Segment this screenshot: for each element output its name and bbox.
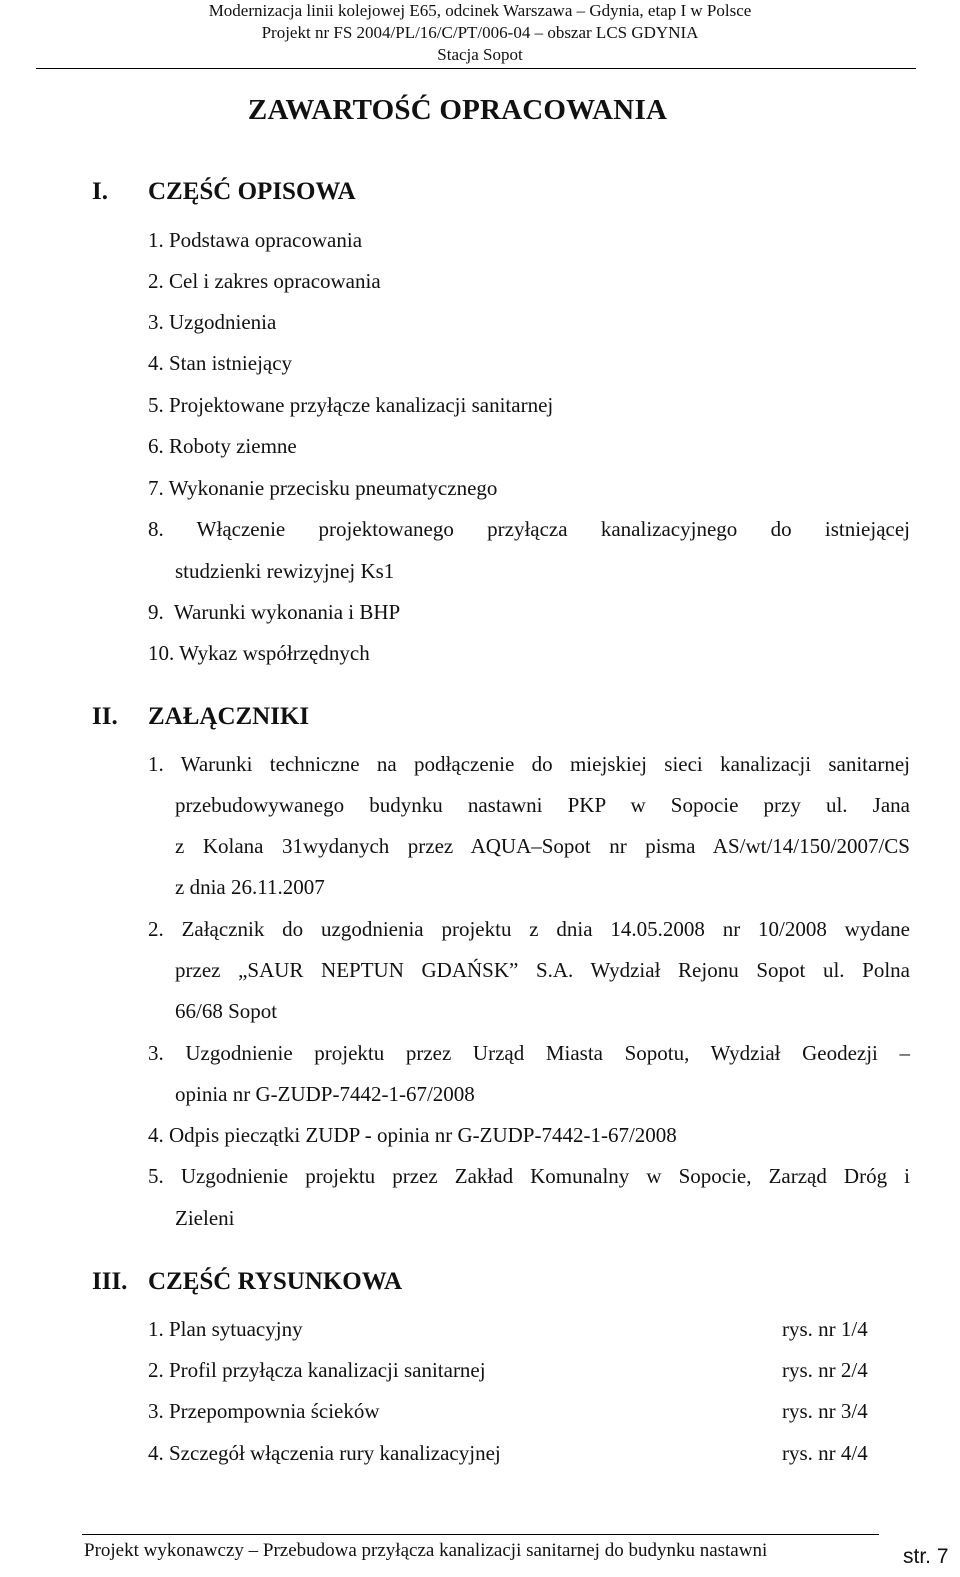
section-2-title: ZAŁĄCZNIKI	[148, 703, 310, 730]
drawing-item-ref: rys. nr 1/4	[782, 1317, 868, 1341]
header-line-2: Projekt nr FS 2004/PL/16/C/PT/006-04 – obszar LCS GDYNIA	[261, 23, 699, 42]
attachment-line: 3. Uzgodnienie projektu przez Urząd Miasta Sopotu, Wydział Geodezji –	[148, 1041, 910, 1065]
drawing-item-label: 3. Przepompownia ścieków	[148, 1399, 380, 1423]
section-3-title: CZĘŚĆ RYSUNKOWA	[148, 1268, 403, 1295]
attachment-line: 1. Warunki techniczne na podłączenie do miejskiej sieci kanalizacji sanitarnej	[148, 752, 910, 776]
toc-item-continuation: studzienki rewizyjnej Ks1	[175, 559, 395, 583]
drawing-item-label: 2. Profil przyłącza kanalizacji sanitarnej	[148, 1358, 486, 1382]
attachment-line: opinia nr G-ZUDP-7442-1-67/2008	[175, 1082, 475, 1106]
section-1-title: CZĘŚĆ OPISOWA	[148, 178, 356, 205]
attachment-line: 2. Załącznik do uzgodnienia projektu z dnia 14.05.2008 nr 10/2008 wydane	[148, 917, 910, 941]
header-line-3: Stacja Sopot	[437, 45, 523, 64]
footer-divider	[82, 1534, 879, 1535]
toc-item: 7. Wykonanie przecisku pneumatycznego	[148, 476, 498, 500]
attachment-line: 4. Odpis pieczątki ZUDP - opinia nr G-ZUDP-7442-1-67/2008	[148, 1123, 677, 1147]
header-line-1: Modernizacja linii kolejowej E65, odcinek Warszawa – Gdynia, etap I w Polsce	[208, 1, 752, 20]
page-header	[0, 0, 960, 66]
attachment-line: przez „SAUR NEPTUN GDAŃSK” S.A. Wydział Rejonu Sopot ul. Polna	[175, 958, 910, 982]
footer-text: Projekt wykonawczy – Przebudowa przyłącza kanalizacji sanitarnej do budynku nastawni	[84, 1540, 768, 1561]
attachment-line: z Kolana 31wydanych przez AQUA–Sopot nr pisma AS/wt/14/150/2007/CS	[175, 834, 910, 858]
drawing-item-label: 4. Szczegół włączenia rury kanalizacyjnej	[148, 1441, 501, 1465]
toc-item: 4. Stan istniejący	[148, 351, 293, 375]
attachment-line: 5. Uzgodnienie projektu przez Zakład Komunalny w Sopocie, Zarząd Dróg i	[148, 1164, 910, 1188]
page-title: ZAWARTOŚĆ OPRACOWANIA	[247, 94, 668, 126]
attachment-line: Zieleni	[175, 1206, 235, 1230]
toc-item: 9. Warunki wykonania i BHP	[148, 600, 401, 624]
toc-item: 5. Projektowane przyłącze kanalizacji sanitarnej	[148, 393, 554, 417]
toc-item: 6. Roboty ziemne	[148, 434, 297, 458]
page-number: str. 7	[903, 1545, 949, 1568]
drawing-item-ref: rys. nr 3/4	[782, 1399, 868, 1423]
drawing-item-ref: rys. nr 4/4	[782, 1441, 868, 1465]
drawing-item-label: 1. Plan sytuacyjny	[148, 1317, 303, 1341]
toc-item: 10. Wykaz współrzędnych	[148, 641, 370, 665]
toc-item: 1. Podstawa opracowania	[148, 228, 363, 252]
drawing-item-ref: rys. nr 2/4	[782, 1358, 868, 1382]
section-3-number: III.	[92, 1268, 128, 1295]
toc-item: 8. Włączenie projektowanego przyłącza kanalizacyjnego do istniejącej	[148, 517, 910, 541]
section-1-number: I.	[92, 178, 108, 205]
toc-item: 2. Cel i zakres opracowania	[148, 269, 381, 293]
attachment-line: z dnia 26.11.2007	[175, 875, 325, 899]
header-divider	[36, 68, 916, 69]
attachment-line: przebudowywanego budynku nastawni PKP w Sopocie przy ul. Jana	[175, 793, 910, 817]
toc-item: 3. Uzgodnienia	[148, 310, 277, 334]
attachment-line: 66/68 Sopot	[175, 999, 278, 1023]
section-2-number: II.	[92, 703, 118, 730]
